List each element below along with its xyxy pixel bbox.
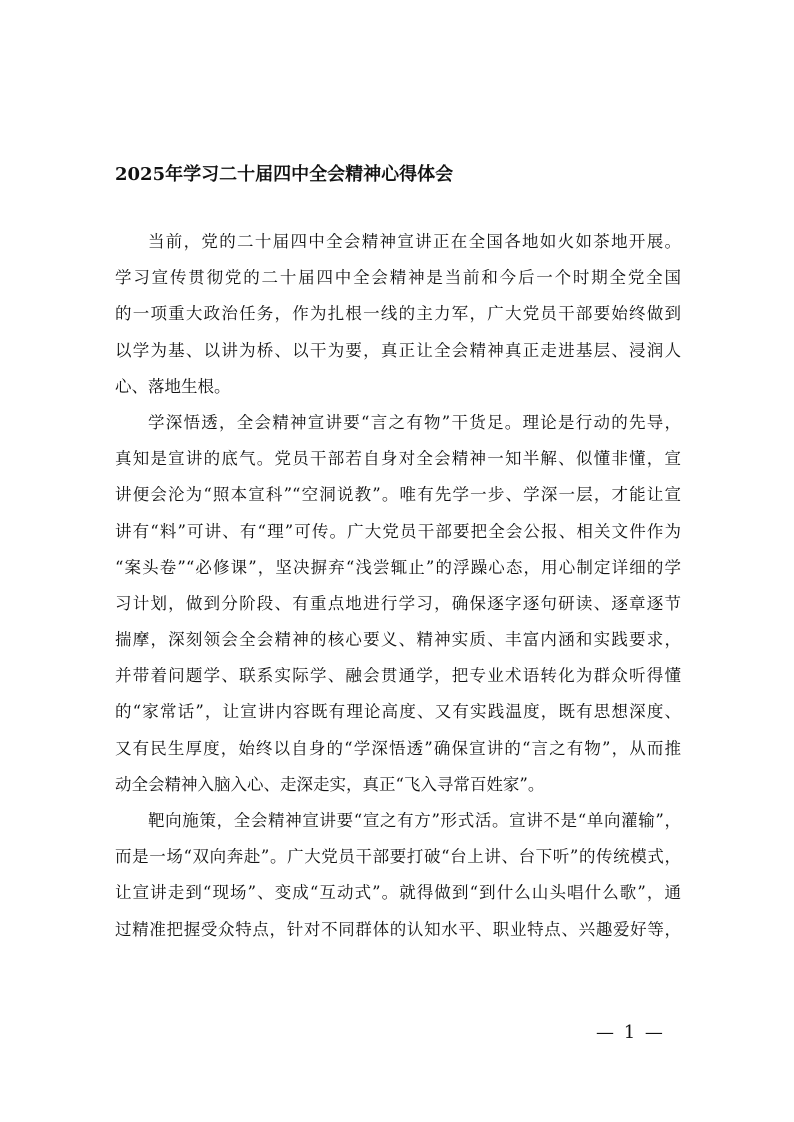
paragraph-line: 过精准把握受众特点，针对不同群体的认知水平、职业特点、兴趣爱好等，: [115, 919, 681, 939]
paragraph-line: 靶向施策，全会精神宣讲要“宣之有方”形式活。宣讲不是“单向灌输”，: [148, 811, 681, 830]
paragraph: [115, 224, 681, 405]
paragraph: [115, 803, 681, 948]
paragraph-line: 揣摩，深刻领会全会精神的核心要义、精神实质、丰富内涵和实践要求，: [115, 630, 681, 650]
document-title: 2025年学习二十届四中全会精神心得体会: [115, 164, 454, 185]
paragraph-line: 以学为基、以讲为桥、以干为要，真正让全会精神真正走进基层、浸润人: [115, 340, 681, 360]
paragraph-line: “案头卷”“必修课”，坚决摒弃“浅尝辄止”的浮躁心态，用心制定详细的学: [115, 557, 681, 577]
paragraph-line: 的一项重大政治任务，作为扎根一线的主力军，广大党员干部要始终做到: [115, 304, 681, 324]
paragraph-line: 学深悟透，全会精神宣讲要“言之有物”干货足。理论是行动的先导，: [148, 412, 681, 432]
paragraph-line: 又有民生厚度，始终以自身的“学深悟透”确保宣讲的“言之有物”，从而推: [115, 738, 681, 758]
paragraph-line: 讲有“料”可讲、有“理”可传。广大党员干部要把全会公报、相关文件作为: [115, 521, 681, 541]
paragraph-line: 动全会精神入脑入心、走深走实，真正“飞入寻常百姓家”。: [115, 774, 545, 794]
paragraph-line: 并带着问题学、联系实际学、融会贯通学，把专业术语转化为群众听得懂: [115, 666, 681, 686]
paragraph-line: 真知是宣讲的底气。党员干部若自身对全会精神一知半解、似懂非懂，宣: [115, 449, 681, 469]
paragraph-line: 让宣讲走到“现场”、变成“互动式”。就得做到“到什么山头唱什么歌”，通: [115, 883, 681, 903]
paragraph-line: 讲便会沦为“照本宣科”“空洞说教”。唯有先学一步、学深一层，才能让宣: [115, 485, 681, 505]
paragraph-line: 心、落地生根。: [115, 376, 231, 396]
paragraph-line: 习计划，做到分阶段、有重点地进行学习，确保逐字逐句研读、逐章逐节: [115, 593, 681, 613]
page-number: — 1 —: [596, 1022, 665, 1043]
document-body: [115, 224, 681, 948]
paragraph-line: 而是一场“双向奔赴”。广大党员干部要打破“台上讲、台下听”的传统模式，: [115, 847, 681, 867]
paragraph-line: 学习宣传贯彻党的二十届四中全会精神是当前和今后一个时期全党全国: [115, 268, 681, 288]
paragraph-line: 当前，党的二十届四中全会精神宣讲正在全国各地如火如茶地开展。: [148, 232, 681, 251]
paragraph: [115, 405, 681, 803]
paragraph-line: 的“家常话”，让宣讲内容既有理论高度、又有实践温度，既有思想深度、: [115, 702, 681, 722]
